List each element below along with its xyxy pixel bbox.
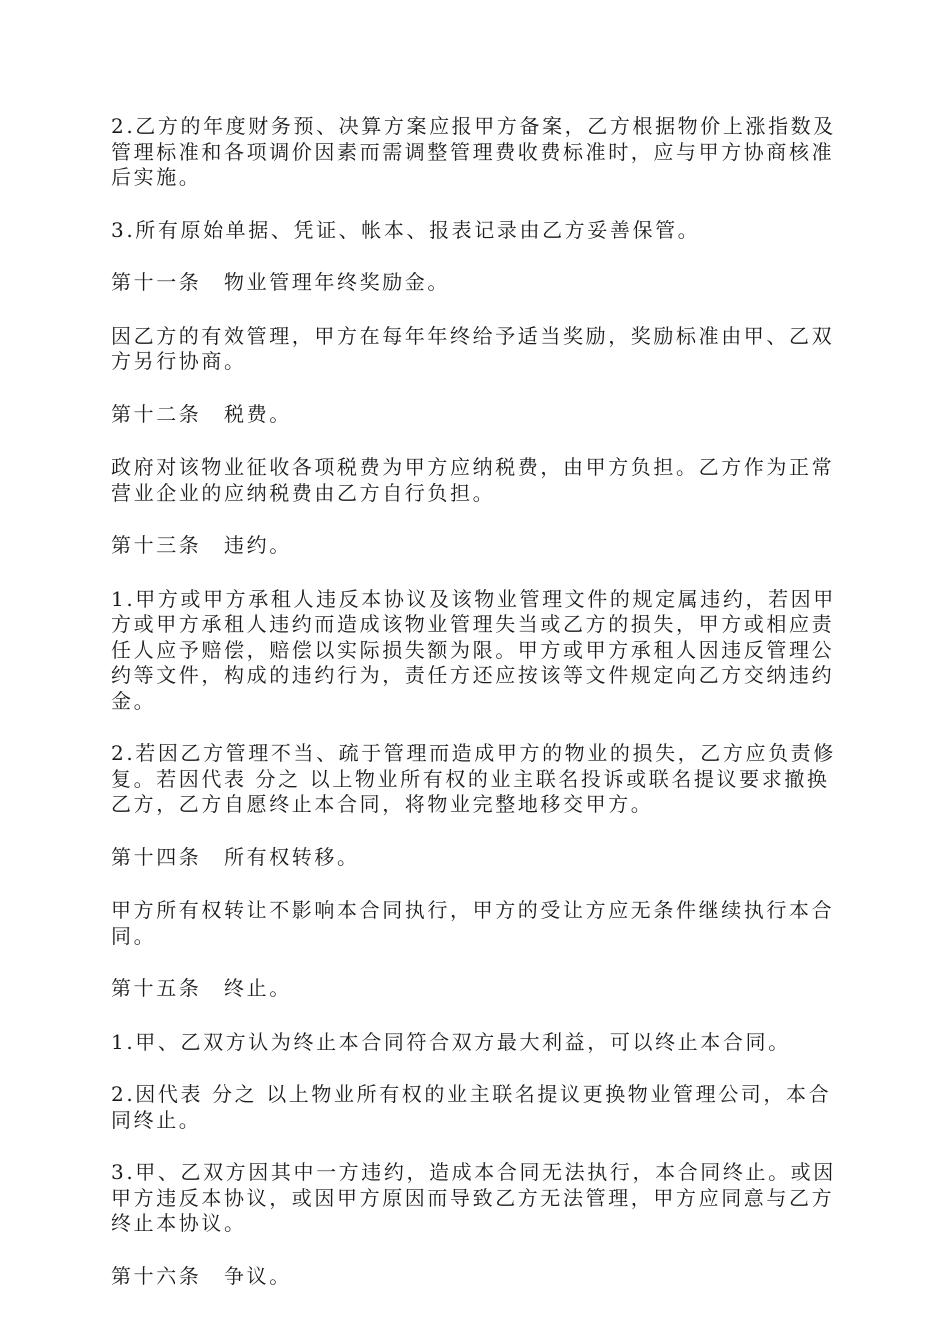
clause-11-body: 因乙方的有效管理，甲方在每年年终给予适当奖励，奖励标准由甲、乙双方另行协商。 [111,323,835,373]
clause-14-heading: 第十四条 所有权转移。 [111,844,360,869]
clause-12-body: 政府对该物业征收各项税费为甲方应纳税费，由甲方负担。乙方作为正常营业企业的应纳税费由乙方自行负担。 [111,455,835,505]
clause-12-heading: 第十二条 税费。 [111,401,292,426]
clause-16-heading: 第十六条 争议。 [111,1263,292,1288]
document-body [111,114,846,1317]
clause-13-item-2: 2.若因乙方管理不当、疏于管理而造成甲方的物业的损失，乙方应负责修复。若因代表 分之 以上物业所有权的业主联名投诉或联名提议要求撤换乙方，乙方自愿终止本合同，将物业完整地移交甲方。 [111,741,836,816]
clause-11-heading: 第十一条 物业管理年终奖励金。 [111,270,450,294]
clause-13-heading: 第十三条 违约。 [111,533,292,557]
clause-15-heading: 第十五条 终止。 [111,976,292,1000]
clause-10-item-2: 2.乙方的年度财务预、决算方案应报甲方备案，乙方根据物价上涨指数及管理标准和各项调价因素而需调整管理费收费标准时，应与甲方协商核准后实施。 [111,114,836,189]
clause-10-item-3: 3.所有原始单据、凭证、帐本、报表记录由乙方妥善保管。 [111,217,701,242]
clause-14-body: 甲方所有权转让不影响本合同执行，甲方的受让方应无条件继续执行本合同。 [111,898,835,948]
clause-15-item-2: 2.因代表 分之 以上物业所有权的业主联名提议更换物业管理公司，本合同终止。 [111,1082,832,1132]
clause-15-item-1: 1.甲、乙双方认为终止本合同符合双方最大利益，可以终止本合同。 [111,1029,791,1054]
clause-13-item-1: 1.甲方或甲方承租人违反本协议及该物业管理文件的规定属违约，若因甲方或甲方承租人违约而造成该物业管理失当或乙方的损失，甲方或相应责任人应予赔偿，赔偿以实际损失额为限。甲方或甲方承租人因违反管理公约等文件，构成的违约行为，责任方还应按该等文件规定向乙方交纳违约金。 [111,586,836,713]
clause-15-item-3: 3.甲、乙双方因其中一方违约，造成本合同无法执行，本合同终止。或因甲方违反本协议，或因甲方原因而导致乙方无法管理，甲方应同意与乙方终止本协议。 [111,1160,836,1235]
